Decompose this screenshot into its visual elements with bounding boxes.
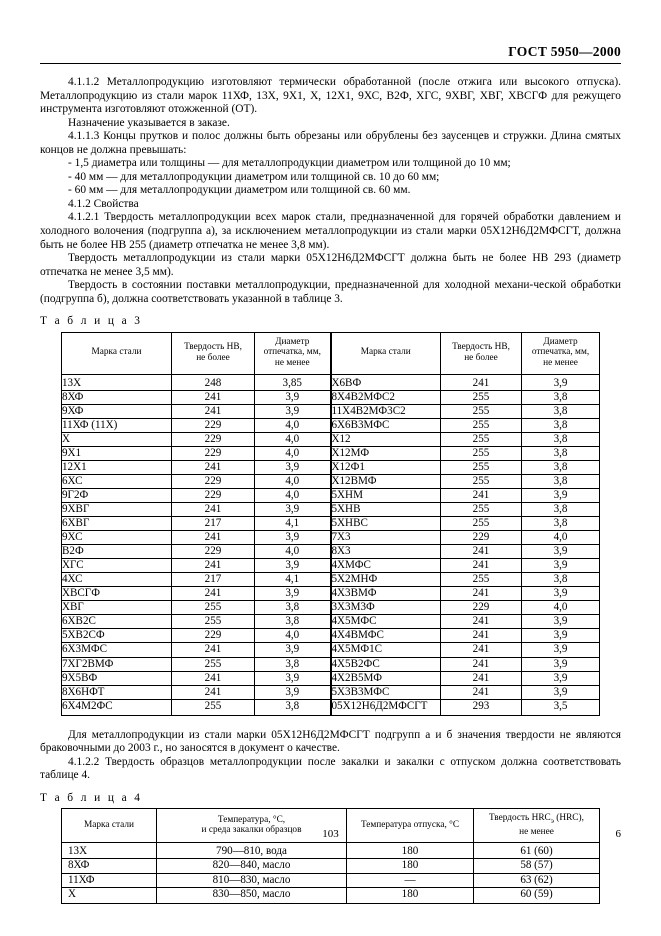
table3-cell-diameter-right: 3,9	[522, 685, 600, 699]
table3-cell-hb-left: 241	[172, 460, 255, 474]
table4-cell-tempering: 180	[347, 843, 474, 859]
table-row	[62, 517, 600, 531]
table3-col-grade-right-label: Марка стали	[360, 347, 411, 358]
table3-col-diameter-right-l1: Диаметр	[543, 336, 578, 347]
table3-cell-diameter-left: 4,1	[255, 573, 331, 587]
table3-cell-grade-right: 5Х3В3МФС	[331, 685, 441, 699]
table3-cell-diameter-left: 4,0	[255, 432, 331, 446]
table3-cell-diameter-right: 3,8	[522, 390, 600, 404]
table3-cell-diameter-right: 3,8	[522, 474, 600, 488]
table3-cell-hb-left: 255	[172, 601, 255, 615]
table3-col-diameter-left-l1: Диаметр	[275, 336, 310, 347]
table3-cell-grade-right: Х12Ф1	[331, 460, 441, 474]
table3-col-diameter-right-l3: не менее	[543, 357, 578, 368]
table3-cell-diameter-left: 3,9	[255, 671, 331, 685]
table3-cell-diameter-right: 3,5	[522, 699, 600, 715]
table3-cell-diameter-left: 3,9	[255, 587, 331, 601]
table3-cell-grade-left: 7ХГ2ВМФ	[62, 657, 172, 671]
table3-cell-hb-left: 241	[172, 685, 255, 699]
table3-cell-diameter-left: 3,9	[255, 503, 331, 517]
table3-cell-hb-right: 255	[441, 573, 522, 587]
table4-col-hardness-subscript: э	[550, 816, 554, 826]
table4-col-temperature-l2: и среда закалки образцов	[201, 825, 302, 836]
table-row	[62, 587, 600, 601]
table4-cell-temperature: 820—840, масло	[157, 859, 347, 873]
table4-cell-hardness: 63 (62)	[474, 873, 600, 887]
table3-cell-diameter-right: 3,9	[522, 657, 600, 671]
paragraph-hardness-delivery-state: Твердость в состоянии поставки металлопродукции, предназначенной для холодной механи-ческой обработки (подгруппа б), должна соответствовать указанной в таблице 3.	[40, 279, 621, 305]
table3-cell-grade-left: ХВСГФ	[62, 587, 172, 601]
table3-cell-hb-left: 248	[172, 374, 255, 390]
table-row	[62, 859, 600, 873]
table4-col-hardness-l1a: Твердость HRC	[489, 813, 551, 824]
table3-cell-grade-left: В2Ф	[62, 545, 172, 559]
table3-cell-hb-right: 229	[441, 531, 522, 545]
table3-cell-grade-left: 5ХВ2СФ	[62, 629, 172, 643]
table3-cell-diameter-left: 3,8	[255, 601, 331, 615]
table-row	[62, 643, 600, 657]
table3-cell-hb-right: 241	[441, 629, 522, 643]
paragraph-4-1-1-3: 4.1.1.3 Концы прутков и полос должны быть обрезаны или обрублены без заусенцев и стружки. Длина смятых концов не должна превышать:	[40, 130, 621, 156]
table3-cell-hb-right: 255	[441, 432, 522, 446]
table-row	[62, 573, 600, 587]
table3-cell-hb-right: 255	[441, 418, 522, 432]
table3-cell-grade-right: Х12ВМФ	[331, 474, 441, 488]
table3-cell-diameter-left: 4,0	[255, 474, 331, 488]
table3-cell-diameter-right: 3,8	[522, 446, 600, 460]
table-4-quenching	[61, 808, 600, 903]
table3-cell-hb-right: 255	[441, 404, 522, 418]
table4-cell-hardness: 60 (59)	[474, 887, 600, 903]
table3-col-hb-right	[441, 332, 522, 374]
table3-cell-grade-right: 3Х3М3Ф	[331, 601, 441, 615]
table-row	[62, 545, 600, 559]
table3-cell-hb-left: 229	[172, 545, 255, 559]
table3-cell-hb-left: 255	[172, 657, 255, 671]
table3-cell-diameter-right: 3,8	[522, 432, 600, 446]
table3-cell-grade-right: 4Х5В2ФС	[331, 657, 441, 671]
table4-cell-hardness: 58 (57)	[474, 859, 600, 873]
table3-cell-hb-right: 241	[441, 657, 522, 671]
table3-cell-grade-left: ХВГ	[62, 601, 172, 615]
table3-cell-grade-left: 6ХВ2С	[62, 615, 172, 629]
table3-cell-grade-left: 6Х3МФС	[62, 643, 172, 657]
table4-cell-tempering: 180	[347, 859, 474, 873]
table3-cell-grade-right: 4Х5МФС	[331, 615, 441, 629]
list-item-diameter-up-to-10: - 1,5 диаметра или толщины — для металлопродукции диаметром или толщиной до 10 мм;	[68, 157, 511, 170]
table3-cell-grade-right: 11Х4В2МФ3С2	[331, 404, 441, 418]
table3-cell-hb-right: 229	[441, 601, 522, 615]
table-row	[62, 615, 600, 629]
table3-cell-hb-left: 217	[172, 517, 255, 531]
table3-cell-diameter-right: 3,9	[522, 629, 600, 643]
table4-cell-temperature: 830—850, масло	[157, 887, 347, 903]
table-row	[62, 873, 600, 887]
table3-cell-hb-right: 241	[441, 643, 522, 657]
table4-cell-temperature: 810—830, масло	[157, 873, 347, 887]
table3-cell-grade-left: 12Х1	[62, 460, 172, 474]
table3-cell-hb-left: 241	[172, 390, 255, 404]
table3-cell-diameter-left: 4,0	[255, 545, 331, 559]
table3-cell-hb-right: 241	[441, 671, 522, 685]
table3-cell-diameter-right: 3,9	[522, 559, 600, 573]
table3-cell-diameter-left: 3,9	[255, 460, 331, 474]
table3-cell-diameter-right: 3,8	[522, 460, 600, 474]
table4-cell-tempering: —	[347, 873, 474, 887]
paragraph-4-1-2-1: 4.1.2.1 Твердость металлопродукции всех марок стали, предназначенной для горячей обработки давлением и холодного волочения (подгруппа а), за исключением металлопродукции из стали марки 05Х12Н6Д2МФСГТ, должна быть не более НВ 255 (диаметр отпечатка не менее 3,8 мм).	[40, 211, 621, 251]
table4-cell-grade: 8ХФ	[62, 859, 157, 873]
table3-cell-grade-right: Х6ВФ	[331, 374, 441, 390]
table3-col-grade-right	[331, 332, 441, 374]
table3-cell-diameter-left: 3,85	[255, 374, 331, 390]
table-row	[62, 685, 600, 699]
table3-cell-diameter-left: 4,0	[255, 629, 331, 643]
table4-cell-hardness: 61 (60)	[474, 843, 600, 859]
table-row	[62, 601, 600, 615]
table3-cell-grade-right: Х12	[331, 432, 441, 446]
table3-cell-grade-left: 9ХВГ	[62, 503, 172, 517]
table3-header	[62, 332, 600, 374]
table3-cell-diameter-left: 3,8	[255, 615, 331, 629]
document-body	[40, 76, 621, 904]
table3-cell-hb-left: 241	[172, 671, 255, 685]
table3-cell-diameter-right: 4,0	[522, 531, 600, 545]
table3-cell-grade-left: ХГС	[62, 559, 172, 573]
table3-cell-diameter-left: 3,9	[255, 531, 331, 545]
table3-cell-grade-left: 11ХФ (11Х)	[62, 418, 172, 432]
table3-cell-diameter-left: 3,9	[255, 559, 331, 573]
table3-cell-hb-left: 241	[172, 404, 255, 418]
footer-sheet-number: 6	[615, 828, 621, 840]
table3-cell-grade-right: 4Х2В5МФ	[331, 671, 441, 685]
table3-cell-hb-left: 229	[172, 629, 255, 643]
table3-col-hb-left-l1: Твердость НВ,	[184, 342, 242, 353]
table3-cell-grade-right: 5ХНМ	[331, 488, 441, 502]
table3-cell-grade-right: 4Х5МФ1С	[331, 643, 441, 657]
table3-cell-grade-right: 8Х4В2МФС2	[331, 390, 441, 404]
table-3-hardness	[61, 332, 600, 716]
table3-cell-diameter-right: 3,8	[522, 573, 600, 587]
table3-cell-diameter-right: 4,0	[522, 601, 600, 615]
table3-cell-diameter-left: 4,0	[255, 446, 331, 460]
table-row	[62, 843, 600, 859]
table3-cell-diameter-left: 3,9	[255, 685, 331, 699]
table3-cell-grade-left: 6ХС	[62, 474, 172, 488]
table3-col-diameter-left-l3: не менее	[274, 357, 310, 368]
table3-caption: Т а б л и ц а 3	[40, 315, 143, 328]
table3-col-diameter-right	[522, 332, 600, 374]
table-row	[62, 657, 600, 671]
table3-cell-hb-right: 293	[441, 699, 522, 715]
table4-cell-grade: Х	[62, 887, 157, 903]
table-row	[62, 474, 600, 488]
paragraph-hardness-05x12n6d2mfsgt: Твердость металлопродукции из стали марки 05Х12Н6Д2МФСГТ должна быть не более НВ 293 (диаметр отпечатка не менее 3,5 мм).	[40, 252, 621, 278]
table-row	[62, 503, 600, 517]
table3-col-hb-right-l2: не более	[464, 352, 498, 363]
table3-cell-grade-right: 4Х4ВМФС	[331, 629, 441, 643]
table3-cell-diameter-right: 3,9	[522, 488, 600, 502]
paragraph-4-1-1-2: 4.1.1.2 Металлопродукцию изготовляют термически обработанной (после отжига или высокого отпуска). Металлопродукцию из стали марок 11ХФ, 13Х, 9Х1, Х, 12Х1, 9ХС, В2Ф, ХГС, 9ХВГ, ХВГ, ХВСГФ для режущего инструмента изготовляют отожженной (ОТ).	[40, 76, 621, 116]
table3-cell-diameter-left: 3,9	[255, 643, 331, 657]
table-row	[62, 418, 600, 432]
table3-cell-hb-right: 241	[441, 615, 522, 629]
table-row	[62, 887, 600, 903]
paragraph-4-1-2-2: 4.1.2.2 Твердость образцов металлопродукции после закалки и закалки с отпуском должна соответствовать таблице 4.	[40, 755, 621, 782]
table3-cell-diameter-left: 4,0	[255, 488, 331, 502]
table3-cell-diameter-right: 3,8	[522, 517, 600, 531]
table3-cell-grade-right: 4Х3ВМФ	[331, 587, 441, 601]
table3-col-diameter-left	[255, 332, 331, 374]
table-row	[62, 559, 600, 573]
table-row	[62, 432, 600, 446]
table-row	[62, 488, 600, 502]
table3-cell-hb-left: 241	[172, 587, 255, 601]
table-row	[62, 699, 600, 715]
table3-cell-diameter-right: 3,8	[522, 418, 600, 432]
table3-cell-hb-left: 229	[172, 432, 255, 446]
table3-col-diameter-left-l2: отпечатка, мм,	[263, 347, 321, 358]
table3-cell-grade-left: 6Х4М2ФС	[62, 699, 172, 715]
table3-cell-diameter-left: 3,9	[255, 390, 331, 404]
table3-cell-grade-right: 5ХНВС	[331, 517, 441, 531]
table3-cell-grade-right: 8Х3	[331, 545, 441, 559]
table4-cell-temperature: 790—810, вода	[157, 843, 347, 859]
table3-cell-diameter-right: 3,8	[522, 404, 600, 418]
table3-cell-grade-right: 05Х12Н6Д2МФСГТ	[331, 699, 441, 715]
table4-cell-grade: 13Х	[62, 843, 157, 859]
table3-cell-grade-left: 9ХС	[62, 531, 172, 545]
table3-cell-grade-left: 8Х6НФТ	[62, 685, 172, 699]
table3-cell-diameter-left: 3,8	[255, 699, 331, 715]
table4-body	[62, 843, 600, 903]
table-row	[62, 446, 600, 460]
table3-cell-grade-right: 5ХНВ	[331, 503, 441, 517]
table3-cell-diameter-left: 4,1	[255, 517, 331, 531]
table3-cell-grade-left: 8ХФ	[62, 390, 172, 404]
table3-cell-diameter-left: 3,8	[255, 657, 331, 671]
table3-cell-grade-left: 13Х	[62, 374, 172, 390]
paragraph-purpose-order: Назначение указывается в заказе.	[68, 116, 230, 129]
table3-cell-hb-left: 229	[172, 418, 255, 432]
page-title: ГОСТ 5950—2000	[508, 44, 621, 59]
table3-cell-hb-right: 241	[441, 488, 522, 502]
header-rule	[40, 63, 621, 64]
table3-cell-diameter-right: 3,9	[522, 545, 600, 559]
table3-cell-diameter-left: 3,9	[255, 404, 331, 418]
table3-col-grade-left	[62, 332, 172, 374]
table3-cell-grade-left: 9Х1	[62, 446, 172, 460]
table3-cell-grade-left: 9Г2Ф	[62, 488, 172, 502]
table3-cell-hb-right: 241	[441, 545, 522, 559]
table3-cell-grade-left: Х	[62, 432, 172, 446]
table3-cell-grade-left: 6ХВГ	[62, 517, 172, 531]
table3-cell-diameter-right: 3,9	[522, 643, 600, 657]
table-row	[62, 629, 600, 643]
table3-header-row	[62, 332, 600, 374]
table3-cell-hb-right: 255	[441, 460, 522, 474]
table3-cell-hb-right: 255	[441, 517, 522, 531]
table3-cell-diameter-right: 3,9	[522, 374, 600, 390]
table4-caption: Т а б л и ц а 4	[40, 791, 143, 804]
table-row	[62, 460, 600, 474]
table-row	[62, 531, 600, 545]
footer-page-number: 103	[322, 828, 339, 840]
table3-cell-diameter-right: 3,8	[522, 503, 600, 517]
table3-col-hb-right-l1: Твердость НВ,	[452, 342, 510, 353]
table-row	[62, 671, 600, 685]
table3-cell-hb-left: 241	[172, 559, 255, 573]
table3-cell-diameter-right: 3,9	[522, 671, 600, 685]
table3-cell-grade-left: 9ХФ	[62, 404, 172, 418]
table3-cell-hb-left: 217	[172, 573, 255, 587]
table3-cell-hb-right: 255	[441, 474, 522, 488]
table3-col-hb-left	[172, 332, 255, 374]
table3-cell-diameter-left: 4,0	[255, 418, 331, 432]
table3-cell-hb-right: 241	[441, 374, 522, 390]
table3-cell-grade-right: 5Х2МНФ	[331, 573, 441, 587]
table3-cell-hb-right: 241	[441, 587, 522, 601]
paragraph-4-1-2-properties: 4.1.2 Свойства	[68, 197, 139, 210]
table3-cell-hb-right: 241	[441, 685, 522, 699]
table-row	[62, 374, 600, 390]
table3-cell-diameter-right: 3,9	[522, 615, 600, 629]
table3-cell-hb-left: 229	[172, 488, 255, 502]
table3-cell-hb-left: 241	[172, 503, 255, 517]
table3-cell-diameter-right: 3,9	[522, 587, 600, 601]
table3-cell-hb-left: 255	[172, 615, 255, 629]
table3-cell-hb-left: 229	[172, 446, 255, 460]
table-row	[62, 390, 600, 404]
table3-col-hb-left-l2: не более	[196, 352, 230, 363]
table3-cell-hb-right: 255	[441, 503, 522, 517]
list-item-diameter-10-to-60: - 40 мм — для металлопродукции диаметром или толщиной св. 10 до 60 мм;	[68, 170, 440, 183]
table4-col-hardness-l1b: (HRC),	[553, 813, 584, 824]
table4-col-hardness-l2: не менее	[519, 826, 554, 837]
table3-cell-hb-left: 229	[172, 474, 255, 488]
table3-cell-grade-right: 4ХМФС	[331, 559, 441, 573]
table-row	[62, 404, 600, 418]
table3-cell-hb-left: 255	[172, 699, 255, 715]
table4-col-grade-label: Марка стали	[84, 820, 134, 831]
table4-cell-grade: 11ХФ	[62, 873, 157, 887]
table3-cell-hb-right: 255	[441, 446, 522, 460]
table4-col-temperature-l1: Температура, °С,	[217, 814, 286, 825]
list-item-diameter-over-60: - 60 мм — для металлопродукции диаметром или толщиной св. 60 мм.	[68, 184, 411, 197]
table3-cell-hb-right: 255	[441, 390, 522, 404]
table3-cell-hb-left: 241	[172, 643, 255, 657]
table4-cell-tempering: 180	[347, 887, 474, 903]
table3-cell-grade-right: Х12МФ	[331, 446, 441, 460]
table3-cell-grade-right: 6Х6В3МФС	[331, 418, 441, 432]
table4-col-tempering-label: Температура отпуска, °С	[360, 820, 460, 831]
paragraph-note-2003: Для металлопродукции из стали марки 05Х12Н6Д2МФСГТ подгрупп а и б значения твердости не являются браковочными до 2003 г., но заносятся в документ о качестве.	[40, 728, 621, 755]
table3-cell-grade-right: 7Х3	[331, 531, 441, 545]
table3-cell-grade-left: 9Х5ВФ	[62, 671, 172, 685]
table3-cell-grade-left: 4ХС	[62, 573, 172, 587]
table3-body	[62, 374, 600, 715]
table3-col-diameter-right-l2: отпечатка, мм,	[531, 347, 590, 358]
table3-col-grade-left-label: Марка стали	[91, 347, 142, 358]
table3-cell-hb-right: 241	[441, 559, 522, 573]
table3-cell-hb-left: 241	[172, 531, 255, 545]
